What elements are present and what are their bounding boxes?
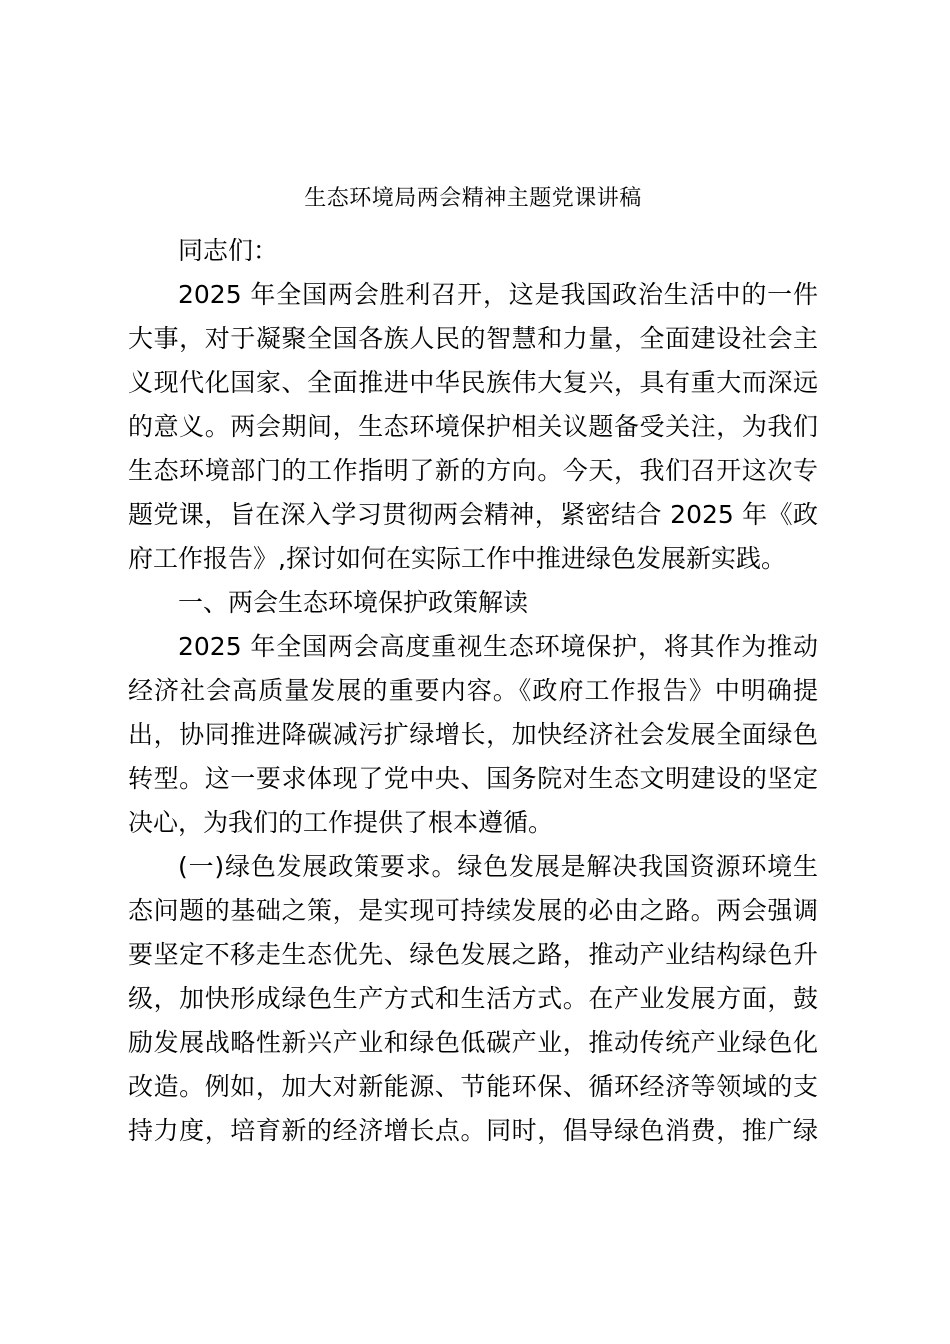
body-line: 励发展战略性新兴产业和绿色低碳产业，推动传统产业绿色化 xyxy=(128,1028,818,1057)
body-line: 持力度，培育新的经济增长点。同时，倡导绿色消费，推广绿 xyxy=(128,1116,818,1145)
body-line: 府工作报告》,探讨如何在实际工作中推进绿色发展新实践。 xyxy=(128,544,786,573)
body-line: 题党课，旨在深入学习贯彻两会精神，紧密结合 2025 年《政 xyxy=(128,500,818,529)
document-title: 生态环境局两会精神主题党课讲稿 xyxy=(304,186,642,211)
body-line: 2025 年全国两会高度重视生态环境保护，将其作为推动 xyxy=(178,632,818,661)
body-line: 出，协同推进降碳减污扩绿增长，加快经济社会发展全面绿色 xyxy=(128,720,818,749)
document-body xyxy=(128,229,818,1153)
body-line: 的意义。两会期间，生态环境保护相关议题备受关注，为我们 xyxy=(128,412,818,441)
body-line: 一、两会生态环境保护政策解读 xyxy=(178,588,529,617)
body-line: 转型。这一要求体现了党中央、国务院对生态文明建设的坚定 xyxy=(128,764,818,793)
body-line: 经济社会高质量发展的重要内容。《政府工作报告》中明确提 xyxy=(128,676,818,705)
body-line: (一)绿色发展政策要求。绿色发展是解决我国资源环境生 xyxy=(178,852,818,881)
body-line: 改造。例如，加大对新能源、节能环保、循环经济等领域的支 xyxy=(128,1072,818,1101)
body-line: 同志们： xyxy=(178,236,279,265)
body-line: 级，加快形成绿色生产方式和生活方式。在产业发展方面，鼓 xyxy=(128,984,818,1013)
body-line: 义现代化国家、全面推进中华民族伟大复兴，具有重大而深远 xyxy=(128,368,818,397)
body-line: 2025 年全国两会胜利召开，这是我国政治生活中的一件 xyxy=(178,280,818,309)
body-line: 决心，为我们的工作提供了根本遵循。 xyxy=(128,808,554,837)
body-line: 要坚定不移走生态优先、绿色发展之路，推动产业结构绿色升 xyxy=(128,940,818,969)
body-line: 态问题的基础之策，是实现可持续发展的必由之路。两会强调 xyxy=(128,896,818,925)
body-line: 大事，对于凝聚全国各族人民的智慧和力量，全面建设社会主 xyxy=(128,324,818,353)
body-line: 生态环境部门的工作指明了新的方向。今天，我们召开这次专 xyxy=(128,456,818,485)
